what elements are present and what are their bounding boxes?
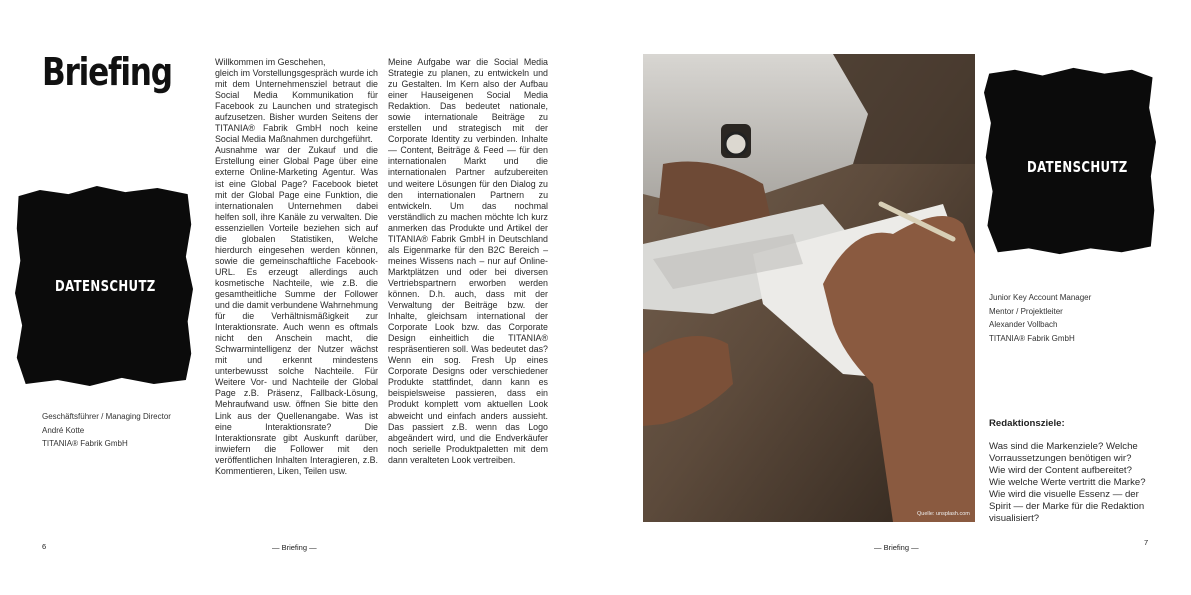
contact-role-2: Mentor / Projektleiter xyxy=(989,306,1063,316)
meeting-photo xyxy=(643,54,975,522)
contact-role: Junior Key Account Manager xyxy=(989,293,1092,302)
contact-company: TITANIA® Fabrik GmbH xyxy=(42,439,128,449)
contact-block-left xyxy=(42,410,171,451)
page-number-right: 7 xyxy=(1144,538,1149,547)
body-column-2: Meine Aufgabe war die Social Media Strategie zu planen, zu entwickeln und zu Gestalten. Im Kern also der Aufbau einer Hauseigenen Social Media Redaktion. Das bedeutet nationale, sowie internationale Beiträge zu erstellen und strategisch mit der Corporate Identity zu verbinden. Inhalte — Content, Beiträge & Feed — für den internationalen Markt und die internationalen Partner aufzubereiten und weitere Lösungen für den Dialog zu den internationalen Partnern zu entwickeln. Um das nochmal verständlich zu machen möchte Ich kurz anmerken das Produkte und Artikel der TITANIA® Fabrik GmbH in Deutschland als Eigenmarke für den B2C Bereich – meines Wissens nach – nur auf Online-Marktplätzen und oder bei diversen Vertriebspartnern erworben werden können. D.h. auch, dass mit der Verwaltung der Beiträge bzw. der Inhalte, gleichsam international der Corporate Look bzw. das Corporate Design einheitlich die TITANIA® respräsentieren soll. Was bedeutet das? Wenn ein sog. Fresh Up eines Corporate Designs oder verschiedener Produkte stattfindet, dann kann es beispielsweise passieren, dass ein Produkt komplett vom aktuellen Look abweicht und einfach anders aussieht. Das passiert z.B. wenn das Logo abgeändert wird, und die Endverkäufer noch serielle Produktpaletten mit dem dann veralteten Look vertreiben. xyxy=(388,57,548,465)
body-column-1: Willkommen im Geschehen, gleich im Vorstellungsgespräch wurde ich mit dem Unternehmensziel betraut die Social Media Kommunikation für Facebook zu Launchen und strategisch aufzusetzen. Bisher wurden Seitens der TITANIA® Fabrik GmbH noch keine Social Media Maßnahmen durchgeführt. Ausnahme war der Zukauf und die Erstellung einer Global Page über eine externe Online-Marketing Agentur. Was ist eine Global Page? Facebook bietet mit der Global Page eine Funktion, die internationalen Unternehmen dabei helfen soll, ihre Kanäle zu verwalten. Die essenziellen Vorteile beziehen sich auf die globalen Statistiken, Welche hierdurch eingesehen werden können, sowie die gemeinschaftliche Facebook-URL. Es erzeugt allerdings auch kosmetische Nachteile, wie z.B. die gesamtheitliche Summe der Follower und die damit verbundene Wahrnehmung für die Verhältnismäßigkeit zur Interaktionsrate. Auch wenn es oftmals nicht den Anschein macht, die Schwarmintelligenz der Nutzer wächst mit und erkennt mindestens unterbewusst solche Nachteile. Für Weitere Vor- und Nachteile der Global Page z.B. Präsenz, Fallback-Lösung, Mehraufwand usw. öffnen Sie bitte den Link aus der Quellenangabe. Was ist eine Interaktionsrate? Die Interaktionsrate gibt Auskunft darüber, inwiefern die Follower mit den veröffentlichen Inhalten Interagieren, z.B. Kommentieren, Liken, Teilen usw. xyxy=(215,57,378,476)
goals-list xyxy=(989,441,1159,525)
page-number-left: 6 xyxy=(42,542,47,551)
contact-name: André Kotte xyxy=(42,425,85,435)
goal-item: Wie wird die visuelle Essenz — der Spirit — der Marke für die Redaktion visualisiert? xyxy=(989,489,1145,524)
contact-block-right xyxy=(989,291,1091,345)
page-title: Briefing xyxy=(42,50,172,94)
footer-left: — Briefing — xyxy=(272,543,317,552)
stamp-label-left: DATENSCHUTZ xyxy=(55,277,156,295)
meeting-photo-illustration xyxy=(643,54,975,522)
goal-item: Was sind die Markenziele? Welche Vorraussetzungen benötigen wir? xyxy=(989,441,1138,464)
stamp-label-right: DATENSCHUTZ xyxy=(1027,158,1128,176)
contact-role: Geschäftsführer / Managing Director xyxy=(42,412,171,421)
contact-name: Alexander Vollbach xyxy=(989,320,1058,330)
goals-heading: Redaktionsziele: xyxy=(989,418,1065,429)
photo-credit: Quelle: unsplash.com xyxy=(917,511,970,517)
goal-item: Wie wird der Content aufbereitet? xyxy=(989,465,1132,476)
footer-right: — Briefing — xyxy=(874,543,919,552)
goal-item: Wie welche Werte vertritt die Marke? xyxy=(989,477,1146,488)
contact-company: TITANIA® Fabrik GmbH xyxy=(989,333,1075,343)
